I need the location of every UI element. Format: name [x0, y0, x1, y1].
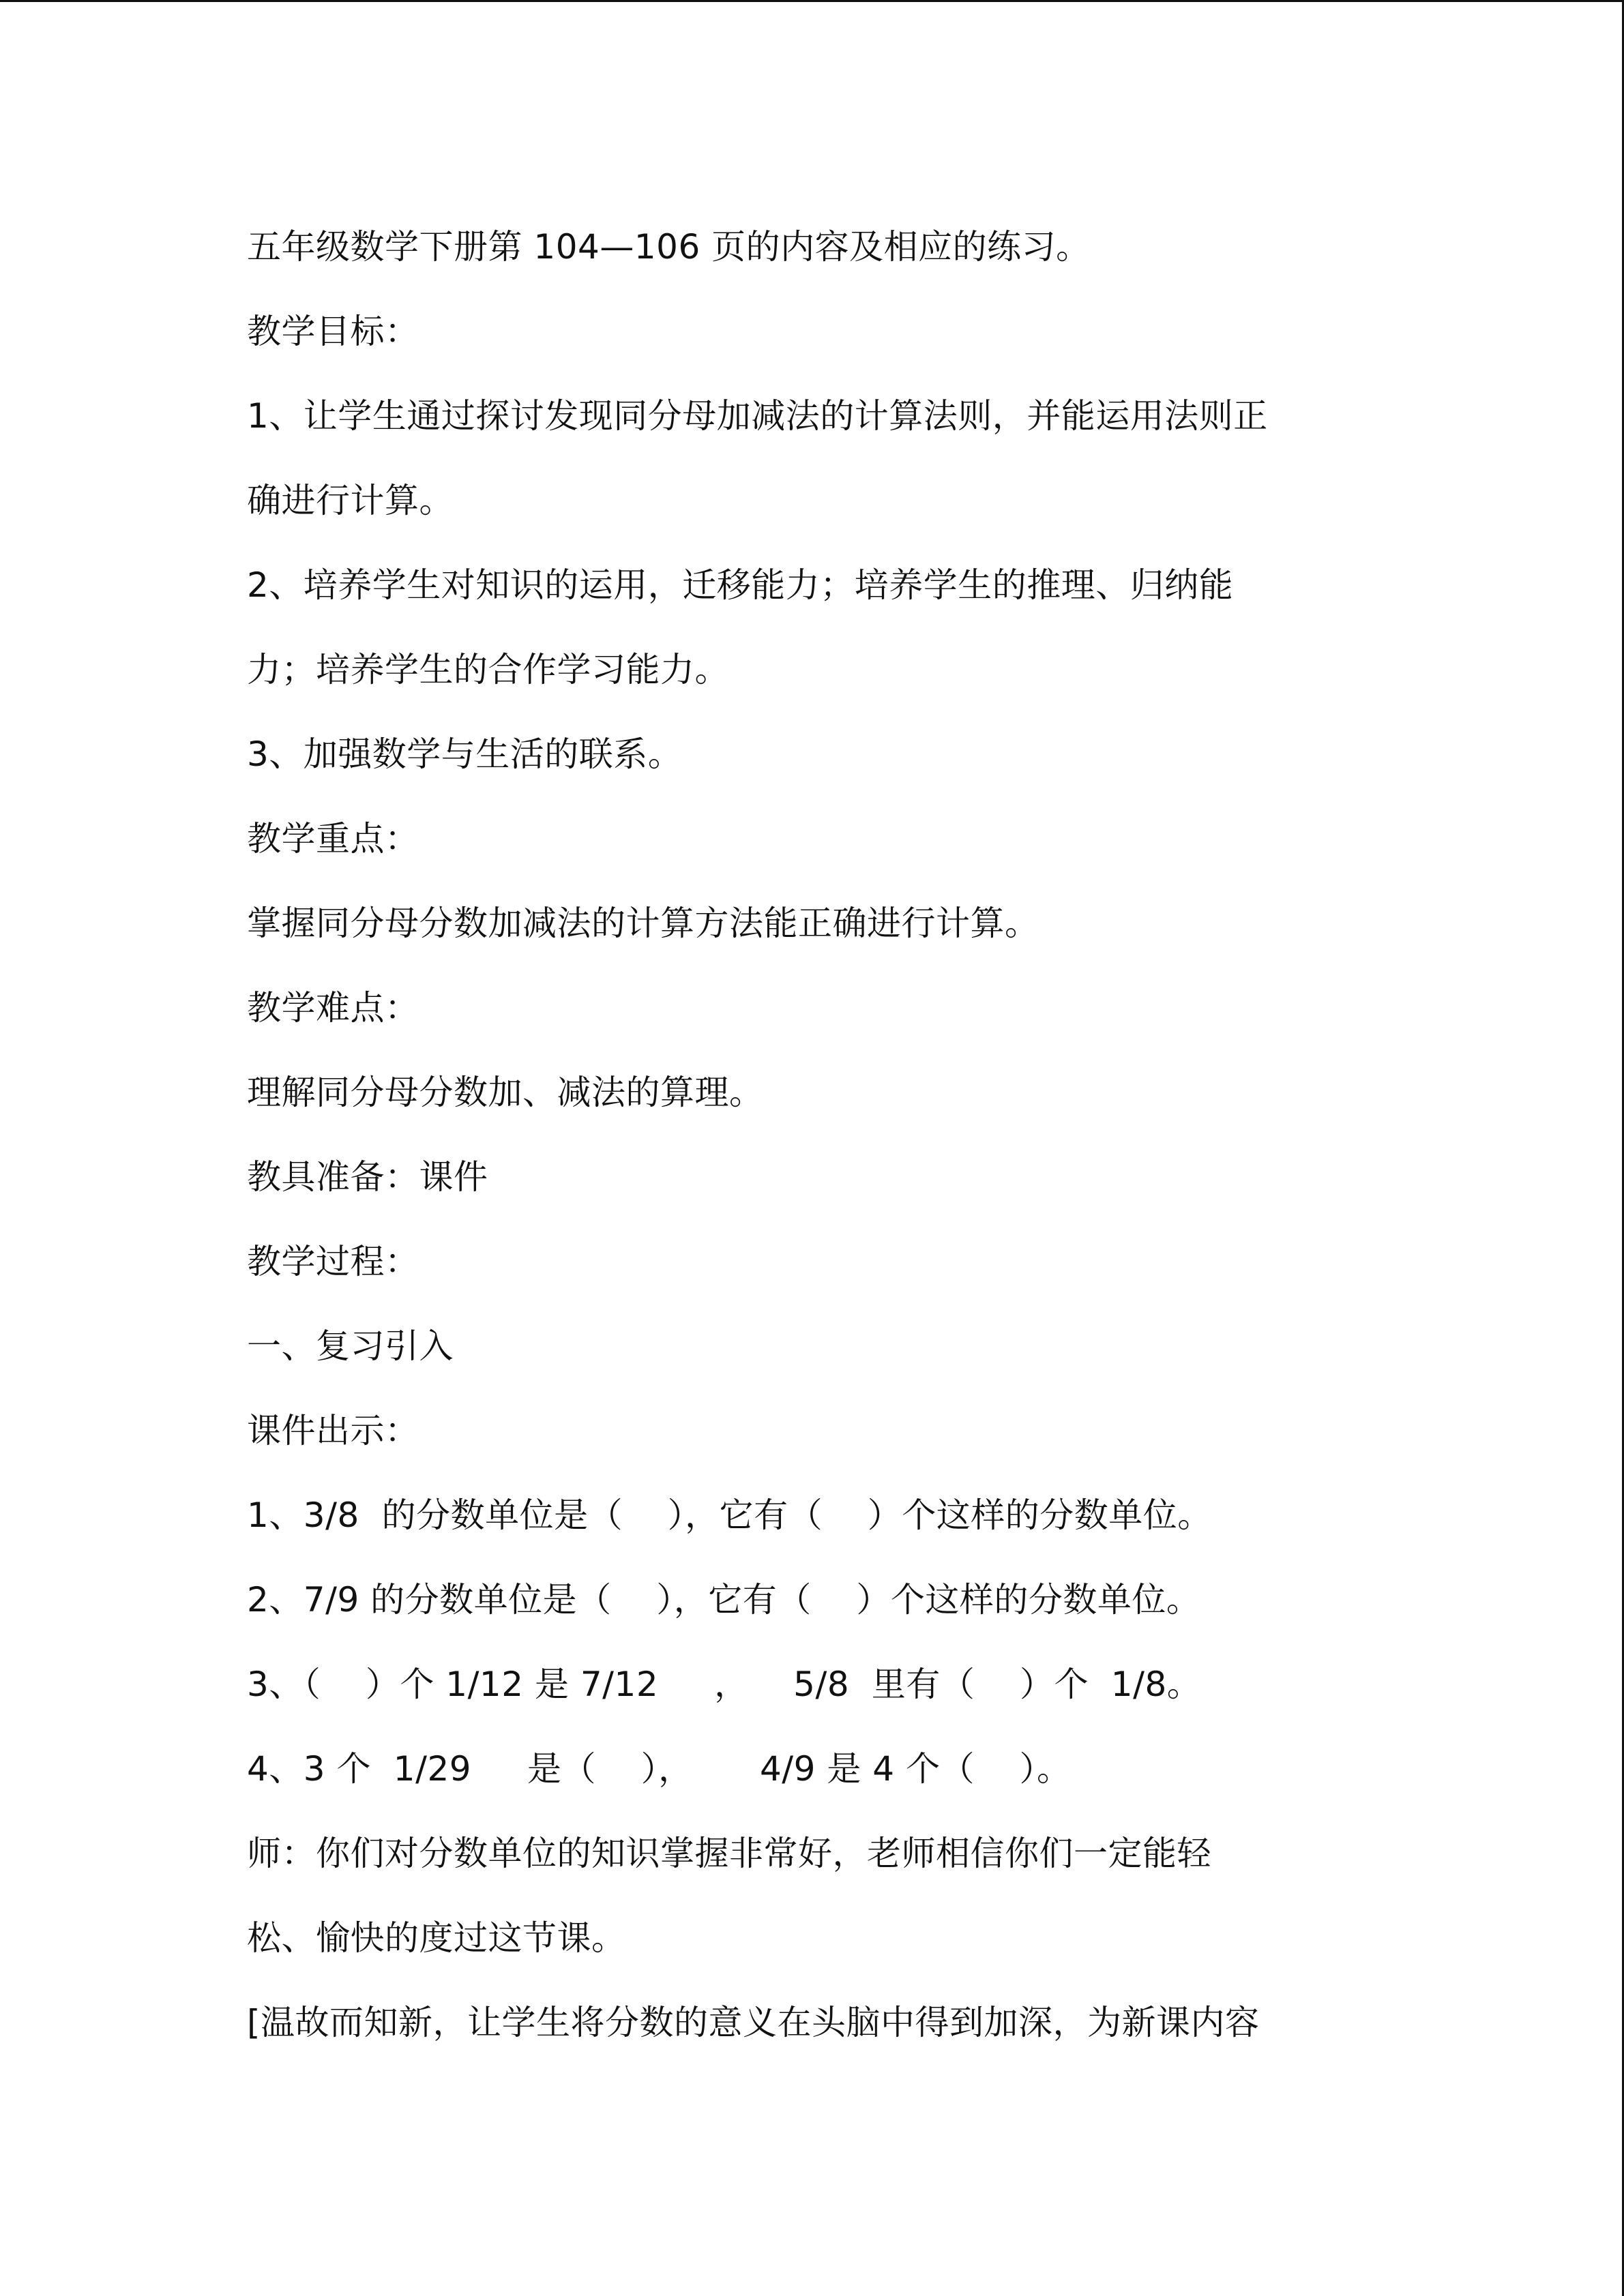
exercise-2: 2、7/9 的分数单位是（ ），它有（ ）个这样的分数单位。: [247, 1580, 1201, 1620]
courseware-label: 课件出示：: [247, 1411, 419, 1450]
heading-key-points: 教学重点：: [247, 819, 419, 859]
exercise-1: 1、3/8 的分数单位是（ ），它有（ ）个这样的分数单位。: [247, 1495, 1212, 1535]
teaching-aids: 教具准备：课件: [247, 1157, 488, 1197]
goal-2-line-1: 2、培养学生对知识的运用，迁移能力；培养学生的推理、归纳能: [247, 565, 1234, 605]
page-top-border: [0, 0, 1624, 2]
exercise-3: 3、（ ）个 1/12 是 7/12 ， 5/8 里有（ ）个 1/8。: [247, 1665, 1202, 1704]
key-point-text: 掌握同分母分数加减法的计算方法能正确进行计算。: [247, 904, 1039, 943]
goal-1-line-1: 1、让学生通过探讨发现同分母加减法的计算法则，并能运用法则正: [247, 396, 1268, 436]
heading-teaching-goals: 教学目标：: [247, 312, 419, 351]
goal-1-line-2: 确进行计算。: [247, 481, 454, 520]
text-line-scope: 五年级数学下册第 104—106 页的内容及相应的练习。: [247, 227, 1091, 267]
section-review-intro: 一、复习引入: [247, 1326, 454, 1366]
design-note-line: [温故而知新，让学生将分数的意义在头脑中得到加深，为新课内容: [247, 2003, 1260, 2042]
heading-difficulties: 教学难点：: [247, 988, 419, 1028]
heading-teaching-process: 教学过程：: [247, 1242, 419, 1281]
document-body: [247, 205, 1379, 2065]
teacher-remark-line-2: 松、愉快的度过这节课。: [247, 1918, 626, 1958]
goal-3: 3、加强数学与生活的联系。: [247, 734, 683, 774]
difficulty-text: 理解同分母分数加、减法的算理。: [247, 1073, 764, 1112]
exercise-4: 4、3 个 1/29 是（ ）， 4/9 是 4 个（ ）。: [247, 1749, 1072, 1789]
teacher-remark-line-1: 师：你们对分数单位的知识掌握非常好，老师相信你们一定能轻: [247, 1834, 1211, 1873]
goal-2-line-2: 力；培养学生的合作学习能力。: [247, 650, 729, 689]
